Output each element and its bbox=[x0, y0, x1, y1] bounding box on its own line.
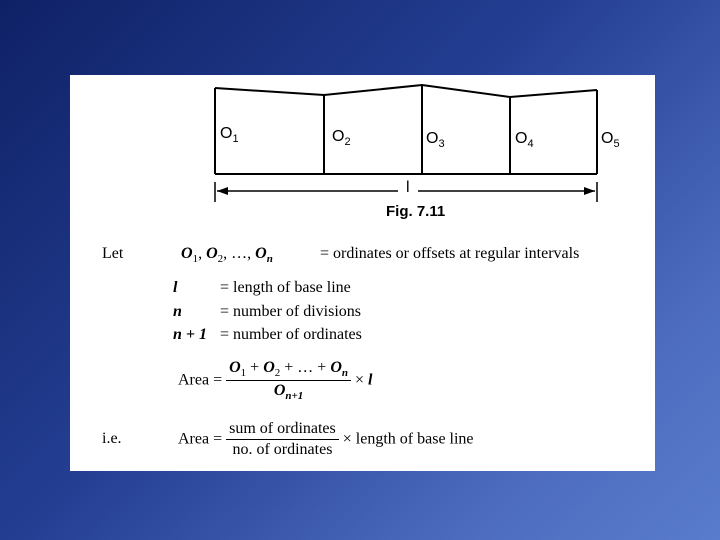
ordinate-label-5: $O_5$ bbox=[601, 130, 620, 151]
let-word: Let bbox=[102, 245, 124, 262]
def-symbol-n: n bbox=[173, 303, 182, 320]
formula2-fraction bbox=[226, 420, 339, 459]
ordinates-definition: = ordinates or offsets at regular intervals bbox=[320, 245, 580, 262]
formula2-numerator: sum of ordinates bbox=[226, 420, 339, 440]
formula2-denominator: no. of ordinates bbox=[232, 441, 333, 458]
def-text-n: = number of divisions bbox=[220, 303, 362, 320]
offset-figure bbox=[70, 75, 655, 235]
ie-word: i.e. bbox=[102, 430, 122, 447]
dimension-arrow-right bbox=[584, 187, 595, 195]
ordinate-label-4: $O_4$ bbox=[515, 130, 534, 151]
irregular-boundary bbox=[215, 85, 597, 97]
slide-card bbox=[70, 75, 655, 471]
ordinates-list: $O_1$, $O_2$, …, $O_n$ bbox=[181, 245, 273, 266]
formula1-fraction bbox=[226, 359, 351, 402]
def-text-l: = length of base line bbox=[220, 279, 351, 296]
formula2-lhs: Area = bbox=[178, 430, 223, 448]
formula1-lhs: Area = bbox=[178, 371, 223, 389]
formula1-denominator: $O_{n+1}$ bbox=[273, 382, 304, 403]
formula1-rhs: × l bbox=[355, 371, 373, 389]
def-text-n-plus-1: = number of ordinates bbox=[220, 326, 362, 343]
base-length-label: l bbox=[406, 179, 410, 196]
formula1-numerator: $O_1 + O_2$ + … + $O_n$ bbox=[226, 359, 351, 381]
figure-caption: Fig. 7.11 bbox=[386, 203, 446, 220]
ordinate-label-3: $O_3$ bbox=[426, 130, 445, 151]
def-symbol-l: l bbox=[173, 279, 178, 296]
ordinate-label-2: $O_2$ bbox=[332, 128, 351, 149]
formula2-rhs: × length of base line bbox=[342, 430, 474, 448]
def-symbol-n-plus-1: n + 1 bbox=[173, 326, 208, 343]
formula-area-2 bbox=[178, 420, 474, 459]
dimension-arrow-left bbox=[217, 187, 228, 195]
formula-area-1 bbox=[178, 359, 372, 402]
ordinate-label-1: $O_1$ bbox=[220, 125, 239, 146]
